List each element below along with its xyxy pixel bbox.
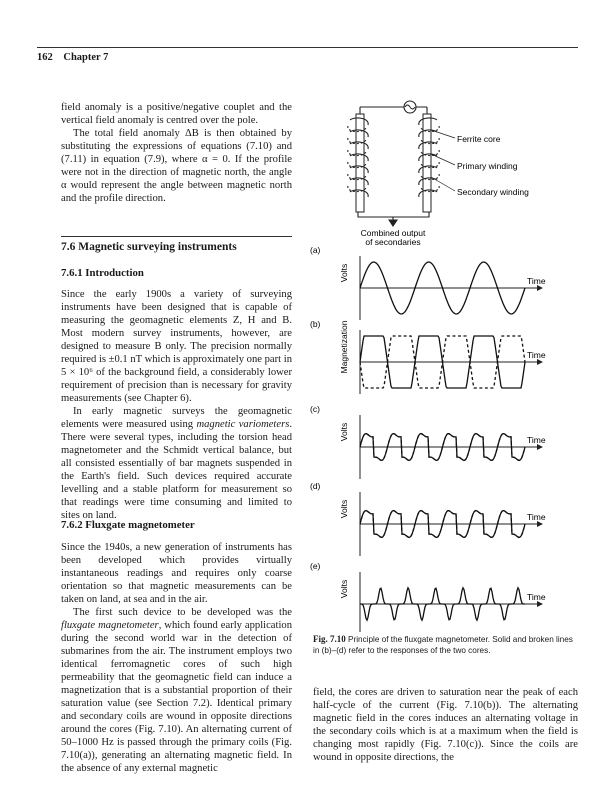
ferrite-core-left bbox=[356, 114, 364, 212]
secondary-winding-label: Secondary winding bbox=[457, 187, 529, 197]
fluxgate-text bbox=[61, 541, 292, 775]
intro-paragraph-1: field anomaly is a positive/negative couplet and the vertical field anomaly is centred over the pole. bbox=[61, 102, 292, 126]
coil-diagram bbox=[348, 101, 455, 226]
chapter-label: Chapter 7 bbox=[63, 52, 109, 63]
panel-ylabel: Volts bbox=[339, 422, 349, 442]
panel-tag: (c) bbox=[310, 404, 320, 414]
introduction-paragraph-1: Since the early 1900s a variety of surveying instruments have been designed that is capable of measuring the geomagnetic elements Z, H and B. Most modern survey instruments, however, are designed to measure B only. The precision normally required is ±0.1 nT which is approximately one part in 5 × 10⁶ of the background field, a considerably lower requirement of precision than is necessary for gravity measurements (see Chapter 6). bbox=[61, 289, 292, 404]
waveform-solid bbox=[360, 588, 525, 620]
panel-ylabel: Volts bbox=[339, 499, 349, 519]
panel-tag: (b) bbox=[310, 319, 321, 329]
panel-tag: (e) bbox=[310, 561, 321, 571]
panel-xlabel: Time bbox=[527, 350, 546, 360]
ferrite-core-right bbox=[423, 114, 431, 212]
panel-xlabel: Time bbox=[527, 276, 546, 286]
panel-1 bbox=[310, 245, 546, 320]
panel-2 bbox=[310, 319, 546, 394]
caption-label: Fig. 7.10 bbox=[313, 634, 346, 644]
panel-4 bbox=[310, 481, 546, 556]
ferrite-core-label: Ferrite core bbox=[457, 134, 501, 144]
figure-7-10 bbox=[300, 92, 585, 632]
waveform-panels bbox=[310, 245, 546, 632]
combined-output-label: Combined output bbox=[360, 228, 426, 238]
introduction-text bbox=[61, 288, 292, 522]
header-rule bbox=[37, 47, 578, 48]
panel-3 bbox=[310, 404, 546, 479]
fluxgate-paragraph-2: The first such device to be developed was the fluxgate magnetometer, which found early application during the second world war in the detection of submarines from the air. The instrument employs two identical ferromagnetic cores of such high permeability that the geomagnetic field can induce a magnetization that is a substantial proportion of their saturation value (see Section 7.2). Identical primary and secondary coils are wound in opposite directions around the cores (Fig. 7.10). An alternating current of 50–1000 Hz is passed through the primary coils (Fig. 7.10(a)), generating an alternating magnetic field. In the absence of any external magnetic bbox=[61, 607, 292, 774]
panel-xlabel: Time bbox=[527, 592, 546, 602]
fluxgate-paragraph-1: Since the 1940s, a new generation of instruments has been developed which provides virtually instantaneous readings and requires only coarse orientation so that magnetic measurements can be taken on land, at sea and in the air. bbox=[61, 542, 292, 605]
section-rule bbox=[61, 236, 292, 237]
primary-winding-label: Primary winding bbox=[457, 161, 518, 171]
caption-text: Principle of the fluxgate magnetometer. Solid and broken lines in (b)–(d) refer to the responses of the two cores. bbox=[313, 635, 573, 655]
intro-text bbox=[61, 101, 292, 205]
panel-tag: (d) bbox=[310, 481, 321, 491]
combined-output-label-2: of secondaries bbox=[365, 237, 421, 247]
panel-ylabel: Volts bbox=[339, 263, 349, 283]
panel-xlabel: Time bbox=[527, 512, 546, 522]
panel-xlabel: Time bbox=[527, 435, 546, 445]
page-number: 162 bbox=[37, 52, 53, 63]
panel-ylabel: Volts bbox=[339, 579, 349, 599]
panel-5 bbox=[310, 561, 546, 632]
intro-paragraph-2: The total field anomaly ΔB is then obtained by substituting the expressions of equations (7.10) and (7.11) in equation (7.9), where α = 0. If the profile were not in the direction of magnetic north, the angle α would represent the angle between magnetic north and the profile direction. bbox=[61, 128, 292, 204]
panel-ylabel: Magnetization bbox=[339, 320, 349, 374]
section-heading: 7.6 Magnetic surveying instruments bbox=[61, 241, 237, 253]
introduction-paragraph-2: In early magnetic surveys the geomagnetic elements were measured using magnetic variometers. There were several types, including the torsion head magnetometer and the Schmidt vertical balance, but all consisted essentially of bar magnets suspended in the Earth's field. Such devices required accurate levelling and a stable platform for measurement so that readings were time consuming and limited to sites on land. bbox=[61, 406, 292, 521]
subsection-heading-fluxgate: 7.6.2 Fluxgate magnetometer bbox=[61, 519, 195, 531]
subsection-heading-introduction: 7.6.1 Introduction bbox=[61, 267, 144, 279]
right-column-text: field, the cores are driven to saturation near the peak of each half-cycle of the current (Fig. 7.10(b)). The alternating magnetic field in the cores induces an alternating voltage in the secondary coils which is at a maximum when the field is changing most rapidly (Fig. 7.10(c)). Since the coils are wound in opposite directions, the bbox=[313, 687, 578, 763]
panel-tag: (a) bbox=[310, 245, 321, 255]
figure-caption bbox=[313, 634, 575, 656]
running-header bbox=[37, 52, 108, 63]
